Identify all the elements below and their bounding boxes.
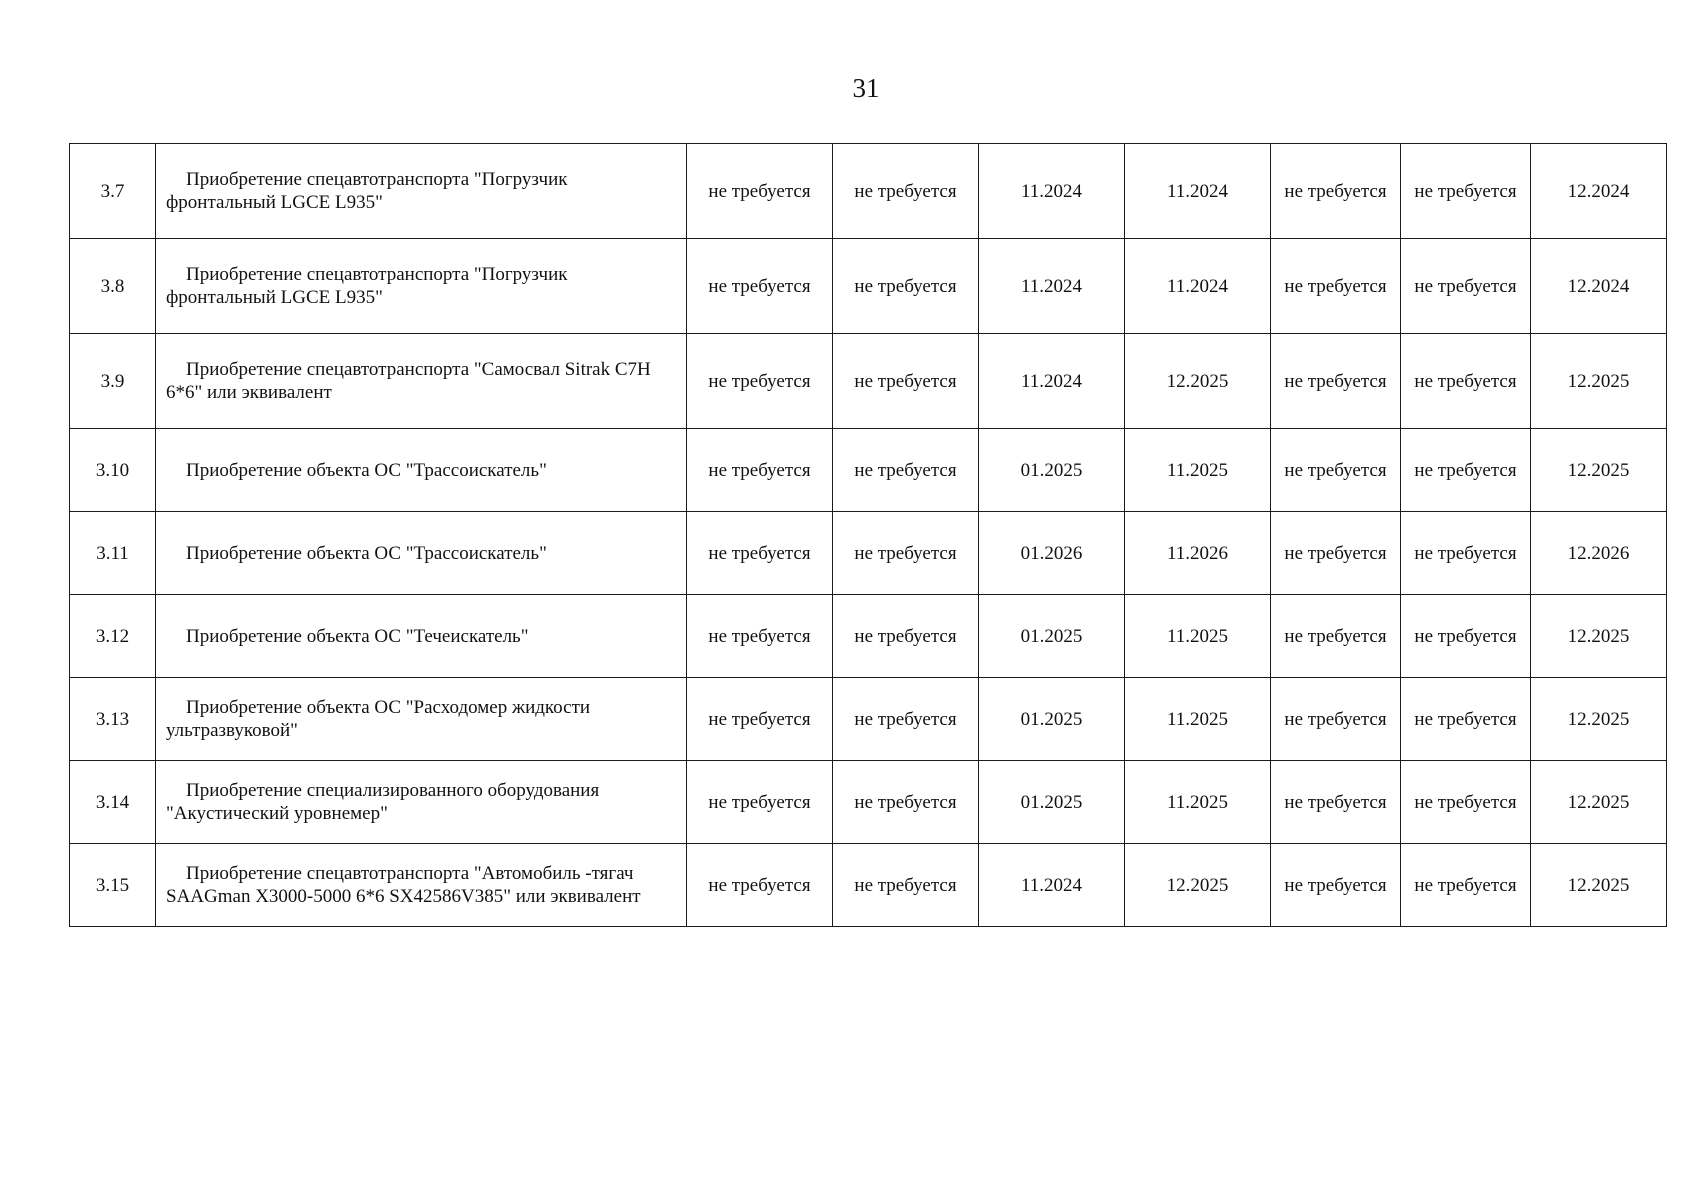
cell-col-4: не требуется xyxy=(833,844,979,927)
item-name-text: Приобретение объекта ОС "Трассоискатель" xyxy=(186,542,547,564)
cell-name xyxy=(156,844,687,927)
cell-name xyxy=(156,595,687,678)
cell-end-date: 11.2025 xyxy=(1125,595,1271,678)
table-body xyxy=(70,144,1667,927)
cell-name xyxy=(156,144,687,239)
table-row xyxy=(70,334,1667,429)
cell-number: 3.13 xyxy=(70,678,156,761)
table-row xyxy=(70,512,1667,595)
cell-col-3: не требуется xyxy=(687,595,833,678)
cell-name xyxy=(156,334,687,429)
cell-col-7: не требуется xyxy=(1271,512,1401,595)
cell-end-date: 12.2025 xyxy=(1125,844,1271,927)
item-name-text: Приобретение спецавтотранспорта "Самосвал Sitrak C7H 6*6" или эквивалент xyxy=(166,359,651,403)
cell-col-4: не требуется xyxy=(833,761,979,844)
item-name-text: Приобретение специализированного оборудования "Акустический уровнемер" xyxy=(166,780,600,824)
cell-start-date: 01.2025 xyxy=(979,761,1125,844)
cell-commission-date: 12.2025 xyxy=(1531,334,1667,429)
item-name-text: Приобретение спецавтотранспорта "Погрузчик фронтальный LGCE L935" xyxy=(166,264,568,308)
cell-commission-date: 12.2024 xyxy=(1531,239,1667,334)
cell-commission-date: 12.2025 xyxy=(1531,761,1667,844)
cell-col-3: не требуется xyxy=(687,429,833,512)
cell-col-8: не требуется xyxy=(1401,844,1531,927)
cell-col-7: не требуется xyxy=(1271,844,1401,927)
cell-number: 3.15 xyxy=(70,844,156,927)
cell-col-3: не требуется xyxy=(687,144,833,239)
cell-col-3: не требуется xyxy=(687,761,833,844)
cell-col-3: не требуется xyxy=(687,239,833,334)
cell-number: 3.9 xyxy=(70,334,156,429)
cell-col-3: не требуется xyxy=(687,512,833,595)
cell-col-7: не требуется xyxy=(1271,761,1401,844)
cell-name xyxy=(156,239,687,334)
table-row xyxy=(70,844,1667,927)
cell-number: 3.7 xyxy=(70,144,156,239)
cell-col-7: не требуется xyxy=(1271,595,1401,678)
cell-number: 3.11 xyxy=(70,512,156,595)
item-name-text: Приобретение объекта ОС "Трассоискатель" xyxy=(186,459,547,481)
cell-number: 3.14 xyxy=(70,761,156,844)
cell-col-4: не требуется xyxy=(833,334,979,429)
cell-start-date: 01.2025 xyxy=(979,429,1125,512)
table-row xyxy=(70,239,1667,334)
cell-end-date: 11.2025 xyxy=(1125,678,1271,761)
cell-col-7: не требуется xyxy=(1271,144,1401,239)
table-row xyxy=(70,595,1667,678)
cell-commission-date: 12.2025 xyxy=(1531,595,1667,678)
cell-col-3: не требуется xyxy=(687,678,833,761)
cell-col-8: не требуется xyxy=(1401,595,1531,678)
cell-col-8: не требуется xyxy=(1401,144,1531,239)
cell-end-date: 11.2026 xyxy=(1125,512,1271,595)
item-name-text: Приобретение спецавтотранспорта "Погрузчик фронтальный LGCE L935" xyxy=(166,169,568,213)
cell-commission-date: 12.2025 xyxy=(1531,678,1667,761)
item-name-text: Приобретение объекта ОС "Течеискатель" xyxy=(186,625,529,647)
cell-col-8: не требуется xyxy=(1401,239,1531,334)
cell-start-date: 11.2024 xyxy=(979,144,1125,239)
cell-commission-date: 12.2025 xyxy=(1531,844,1667,927)
cell-col-3: не требуется xyxy=(687,844,833,927)
cell-col-4: не требуется xyxy=(833,595,979,678)
cell-name xyxy=(156,761,687,844)
cell-col-7: не требуется xyxy=(1271,429,1401,512)
cell-col-3: не требуется xyxy=(687,334,833,429)
table-row xyxy=(70,678,1667,761)
cell-col-7: не требуется xyxy=(1271,239,1401,334)
cell-end-date: 12.2025 xyxy=(1125,334,1271,429)
schedule-table xyxy=(69,143,1667,927)
cell-name xyxy=(156,512,687,595)
cell-start-date: 11.2024 xyxy=(979,239,1125,334)
cell-col-8: не требуется xyxy=(1401,429,1531,512)
cell-name xyxy=(156,678,687,761)
item-name-text: Приобретение объекта ОС "Расходомер жидкости ультразвуковой" xyxy=(166,697,591,741)
cell-col-7: не требуется xyxy=(1271,678,1401,761)
cell-start-date: 01.2025 xyxy=(979,678,1125,761)
cell-number: 3.12 xyxy=(70,595,156,678)
cell-end-date: 11.2024 xyxy=(1125,144,1271,239)
cell-col-4: не требуется xyxy=(833,144,979,239)
cell-end-date: 11.2025 xyxy=(1125,429,1271,512)
cell-name xyxy=(156,429,687,512)
cell-col-8: не требуется xyxy=(1401,761,1531,844)
cell-col-4: не требуется xyxy=(833,678,979,761)
table-row xyxy=(70,429,1667,512)
table-row xyxy=(70,761,1667,844)
cell-col-4: не требуется xyxy=(833,429,979,512)
cell-start-date: 11.2024 xyxy=(979,844,1125,927)
cell-col-4: не требуется xyxy=(833,239,979,334)
table-row xyxy=(70,144,1667,239)
cell-number: 3.8 xyxy=(70,239,156,334)
cell-commission-date: 12.2025 xyxy=(1531,429,1667,512)
cell-col-7: не требуется xyxy=(1271,334,1401,429)
cell-col-8: не требуется xyxy=(1401,678,1531,761)
cell-start-date: 01.2026 xyxy=(979,512,1125,595)
cell-commission-date: 12.2026 xyxy=(1531,512,1667,595)
cell-col-8: не требуется xyxy=(1401,512,1531,595)
cell-start-date: 01.2025 xyxy=(979,595,1125,678)
cell-commission-date: 12.2024 xyxy=(1531,144,1667,239)
cell-end-date: 11.2024 xyxy=(1125,239,1271,334)
cell-col-4: не требуется xyxy=(833,512,979,595)
item-name-text: Приобретение спецавтотранспорта "Автомобиль -тягач SAAGman X3000-5000 6*6 SX42586V385" или эквивалент xyxy=(166,863,641,907)
cell-start-date: 11.2024 xyxy=(979,334,1125,429)
cell-col-8: не требуется xyxy=(1401,334,1531,429)
cell-end-date: 11.2025 xyxy=(1125,761,1271,844)
cell-number: 3.10 xyxy=(70,429,156,512)
page-number: 31 xyxy=(852,73,880,103)
